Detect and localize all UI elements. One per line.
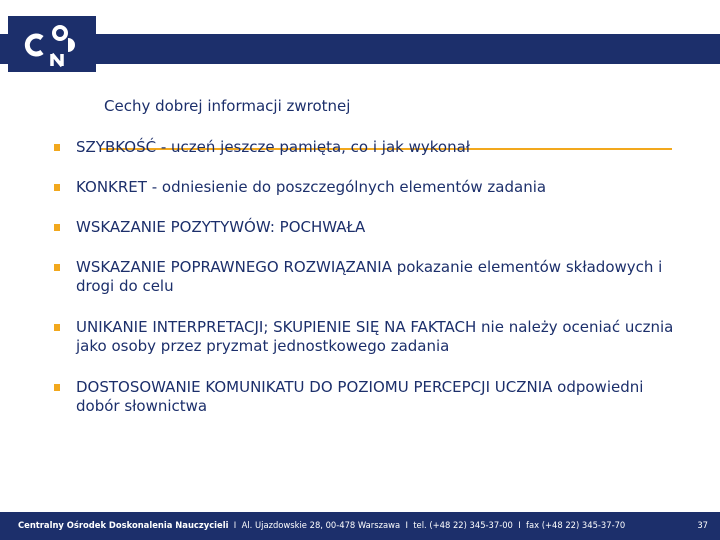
bullet-marker-icon — [54, 224, 60, 231]
logo — [8, 16, 96, 72]
bullet-marker-icon — [54, 144, 60, 151]
bullet-marker-icon — [54, 324, 60, 331]
codn-logo-icon — [8, 16, 96, 72]
footer-separator: I — [233, 520, 237, 530]
footer-separator: I — [518, 520, 521, 530]
footer-institution: Centralny Ośrodek Doskonalenia Nauczycieli — [18, 520, 229, 530]
bullet-marker-icon — [54, 264, 60, 271]
page-number: 37 — [697, 520, 708, 530]
footer-fax: fax (+48 22) 345-37-70 — [526, 520, 626, 530]
footer-info — [18, 520, 625, 530]
footer-address: Al. Ujazdowskie 28, 00-478 Warszawa — [241, 520, 401, 530]
bullet-text: WSKAZANIE POPRAWNEGO ROZWIĄZANIA pokazanie elementów składowych i drogi do celu — [76, 258, 663, 295]
bullet-marker-icon — [54, 384, 60, 391]
footer-separator: I — [405, 520, 408, 530]
slide-title: Cechy dobrej informacji zwrotnej — [104, 97, 351, 115]
bullet-text: DOSTOSOWANIE KOMUNIKATU DO POZIOMU PERCEPCJI UCZNIA odpowiedni dobór słownictwa — [76, 378, 644, 415]
bullet-text: UNIKANIE INTERPRETACJI; SKUPIENIE SIĘ NA FAKTACH nie należy oceniać ucznia jako osoby przez pryzmat jednostkowego zadania — [76, 318, 674, 355]
footer-phone: tel. (+48 22) 345-37-00 — [413, 520, 513, 530]
footer-bar — [0, 512, 720, 540]
bullet-text: WSKAZANIE POZYTYWÓW: POCHWAŁA — [76, 218, 366, 236]
header-band — [0, 34, 720, 64]
bullet-text: SZYBKOŚĆ - uczeń jeszcze pamięta, co i jak wykonał — [76, 138, 471, 156]
bullet-marker-icon — [54, 184, 60, 191]
bullet-text: KONKRET - odniesienie do poszczególnych elementów zadania — [76, 178, 547, 196]
